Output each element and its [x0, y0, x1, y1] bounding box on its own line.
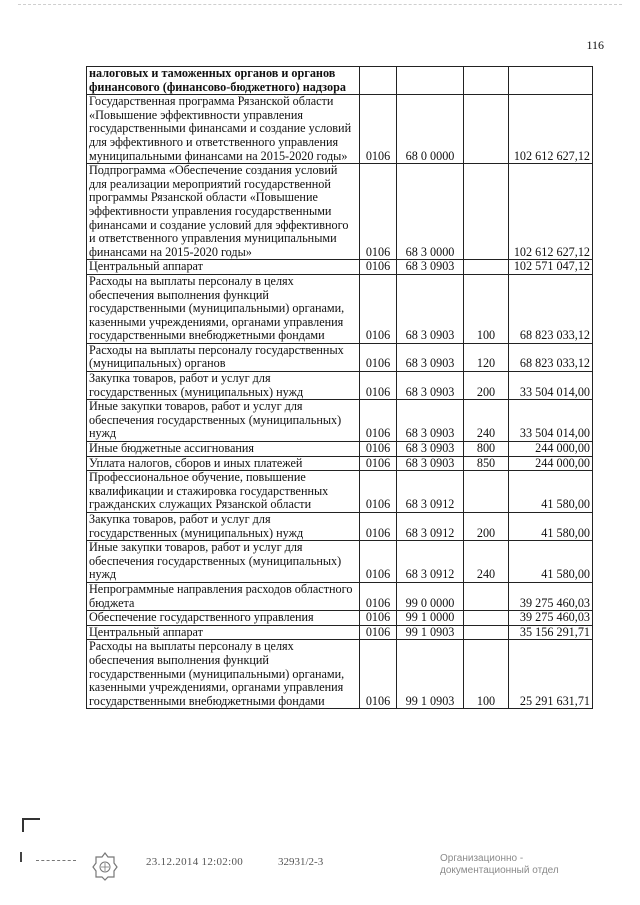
seal-icon — [92, 851, 118, 881]
row-target-code: 68 3 0903 — [397, 456, 464, 471]
row-amount: 39 275 460,03 — [509, 611, 593, 626]
row-expense-type: 850 — [464, 456, 509, 471]
row-amount: 102 612 627,12 — [509, 164, 593, 260]
corner-mark — [22, 818, 40, 832]
row-amount: 68 823 033,12 — [509, 343, 593, 371]
row-expense-type — [464, 67, 509, 95]
row-expense-type: 240 — [464, 400, 509, 442]
row-target-code: 68 3 0000 — [397, 164, 464, 260]
table-row — [87, 513, 593, 541]
table-row — [87, 541, 593, 583]
table-row — [87, 343, 593, 371]
row-expense-type — [464, 95, 509, 164]
row-target-code: 68 3 0903 — [397, 260, 464, 275]
row-section: 0106 — [360, 400, 397, 442]
row-target-code: 68 3 0903 — [397, 442, 464, 457]
stamp-department-line1: Организационно - — [440, 853, 524, 864]
row-name: Непрограммные направления расходов областного бюджета — [87, 582, 360, 610]
table-row — [87, 260, 593, 275]
row-amount: 33 504 014,00 — [509, 400, 593, 442]
row-name: Расходы на выплаты персоналу государственных (муниципальных) органов — [87, 343, 360, 371]
row-expense-type — [464, 611, 509, 626]
row-expense-type: 100 — [464, 274, 509, 343]
row-section: 0106 — [360, 442, 397, 457]
row-expense-type: 800 — [464, 442, 509, 457]
table-row — [87, 400, 593, 442]
row-amount: 33 504 014,00 — [509, 372, 593, 400]
row-amount — [509, 67, 593, 95]
row-amount: 244 000,00 — [509, 442, 593, 457]
row-section: 0106 — [360, 640, 397, 709]
row-expense-type — [464, 260, 509, 275]
row-amount: 39 275 460,03 — [509, 582, 593, 610]
row-section: 0106 — [360, 625, 397, 640]
row-amount: 102 571 047,12 — [509, 260, 593, 275]
row-amount: 41 580,00 — [509, 541, 593, 583]
row-target-code: 99 0 0000 — [397, 582, 464, 610]
row-target-code: 68 3 0912 — [397, 513, 464, 541]
row-amount: 41 580,00 — [509, 471, 593, 513]
row-section — [360, 67, 397, 95]
stamp-department-line2: документационный отдел — [440, 865, 559, 876]
row-section: 0106 — [360, 274, 397, 343]
row-expense-type — [464, 625, 509, 640]
row-name: Уплата налогов, сборов и иных платежей — [87, 456, 360, 471]
row-name: Иные бюджетные ассигнования — [87, 442, 360, 457]
table-row — [87, 625, 593, 640]
table-row — [87, 95, 593, 164]
row-name: Обеспечение государственного управления — [87, 611, 360, 626]
row-target-code — [397, 67, 464, 95]
table-row — [87, 456, 593, 471]
row-amount: 25 291 631,71 — [509, 640, 593, 709]
page-number: 116 — [586, 38, 604, 52]
row-target-code: 68 3 0903 — [397, 372, 464, 400]
stamp-doc-number: 32931/2-3 — [278, 856, 324, 868]
row-section: 0106 — [360, 372, 397, 400]
row-amount: 68 823 033,12 — [509, 274, 593, 343]
row-target-code: 99 1 0903 — [397, 640, 464, 709]
row-expense-type — [464, 164, 509, 260]
table-row — [87, 274, 593, 343]
row-name: Профессиональное обучение, повышение квалификации и стажировка государственных гражданских служащих Рязанской области — [87, 471, 360, 513]
table-row — [87, 471, 593, 513]
table-row — [87, 442, 593, 457]
row-section: 0106 — [360, 343, 397, 371]
stamp-department — [440, 853, 559, 877]
row-target-code: 68 3 0903 — [397, 343, 464, 371]
stamp-datetime: 23.12.2014 12:02:00 — [146, 856, 244, 868]
row-expense-type: 200 — [464, 513, 509, 541]
row-section: 0106 — [360, 260, 397, 275]
row-target-code: 68 3 0912 — [397, 471, 464, 513]
table-row — [87, 372, 593, 400]
row-section: 0106 — [360, 541, 397, 583]
row-section: 0106 — [360, 582, 397, 610]
row-target-code: 99 1 0000 — [397, 611, 464, 626]
table-row — [87, 67, 593, 95]
margin-mark — [20, 852, 22, 862]
row-name: Иные закупки товаров, работ и услуг для обеспечения государственных (муниципальных) нужд — [87, 400, 360, 442]
row-expense-type: 200 — [464, 372, 509, 400]
budget-table — [86, 66, 593, 709]
row-name: Расходы на выплаты персоналу в целях обеспечения выполнения функций государственными (муниципальными) органами, казенными учреждениями, органами управления государственными внебюджетными фондами — [87, 640, 360, 709]
row-target-code: 99 1 0903 — [397, 625, 464, 640]
row-section: 0106 — [360, 611, 397, 626]
row-amount: 244 000,00 — [509, 456, 593, 471]
row-name: Государственная программа Рязанской области «Повышение эффективности управления государственными финансами и создание условий для эффективного и ответственного управления муниципальными финансами на 2015-2020 годы» — [87, 95, 360, 164]
row-name: Подпрограмма «Обеспечение создания условий для реализации мероприятий государственной программы Рязанской области «Повышение эффективности управления государственными финансами и создание условий для эффективного и ответственного управления муниципальными финансами на 2015-2020 годы» — [87, 164, 360, 260]
row-section: 0106 — [360, 164, 397, 260]
top-scan-line — [18, 4, 622, 5]
row-name: налоговых и таможенных органов и органов финансового (финансово-бюджетного) надзора — [87, 67, 360, 95]
row-expense-type — [464, 471, 509, 513]
row-section: 0106 — [360, 471, 397, 513]
row-expense-type — [464, 582, 509, 610]
row-expense-type: 120 — [464, 343, 509, 371]
row-section: 0106 — [360, 95, 397, 164]
row-amount: 41 580,00 — [509, 513, 593, 541]
row-name: Закупка товаров, работ и услуг для государственных (муниципальных) нужд — [87, 513, 360, 541]
row-section: 0106 — [360, 513, 397, 541]
row-amount: 102 612 627,12 — [509, 95, 593, 164]
signature-dash-line — [36, 860, 76, 861]
row-section: 0106 — [360, 456, 397, 471]
row-name: Центральный аппарат — [87, 625, 360, 640]
table-row — [87, 582, 593, 610]
row-amount: 35 156 291,71 — [509, 625, 593, 640]
row-target-code: 68 3 0912 — [397, 541, 464, 583]
table-row — [87, 611, 593, 626]
row-expense-type: 240 — [464, 541, 509, 583]
table-row — [87, 640, 593, 709]
row-target-code: 68 3 0903 — [397, 400, 464, 442]
row-name: Расходы на выплаты персоналу в целях обеспечения выполнения функций государственными (муниципальными) органами, казенными учреждениями, органами управления государственными внебюджетными фондами — [87, 274, 360, 343]
row-name: Центральный аппарат — [87, 260, 360, 275]
row-name: Закупка товаров, работ и услуг для государственных (муниципальных) нужд — [87, 372, 360, 400]
row-name: Иные закупки товаров, работ и услуг для обеспечения государственных (муниципальных) нужд — [87, 541, 360, 583]
row-expense-type: 100 — [464, 640, 509, 709]
row-target-code: 68 0 0000 — [397, 95, 464, 164]
table-row — [87, 164, 593, 260]
row-target-code: 68 3 0903 — [397, 274, 464, 343]
